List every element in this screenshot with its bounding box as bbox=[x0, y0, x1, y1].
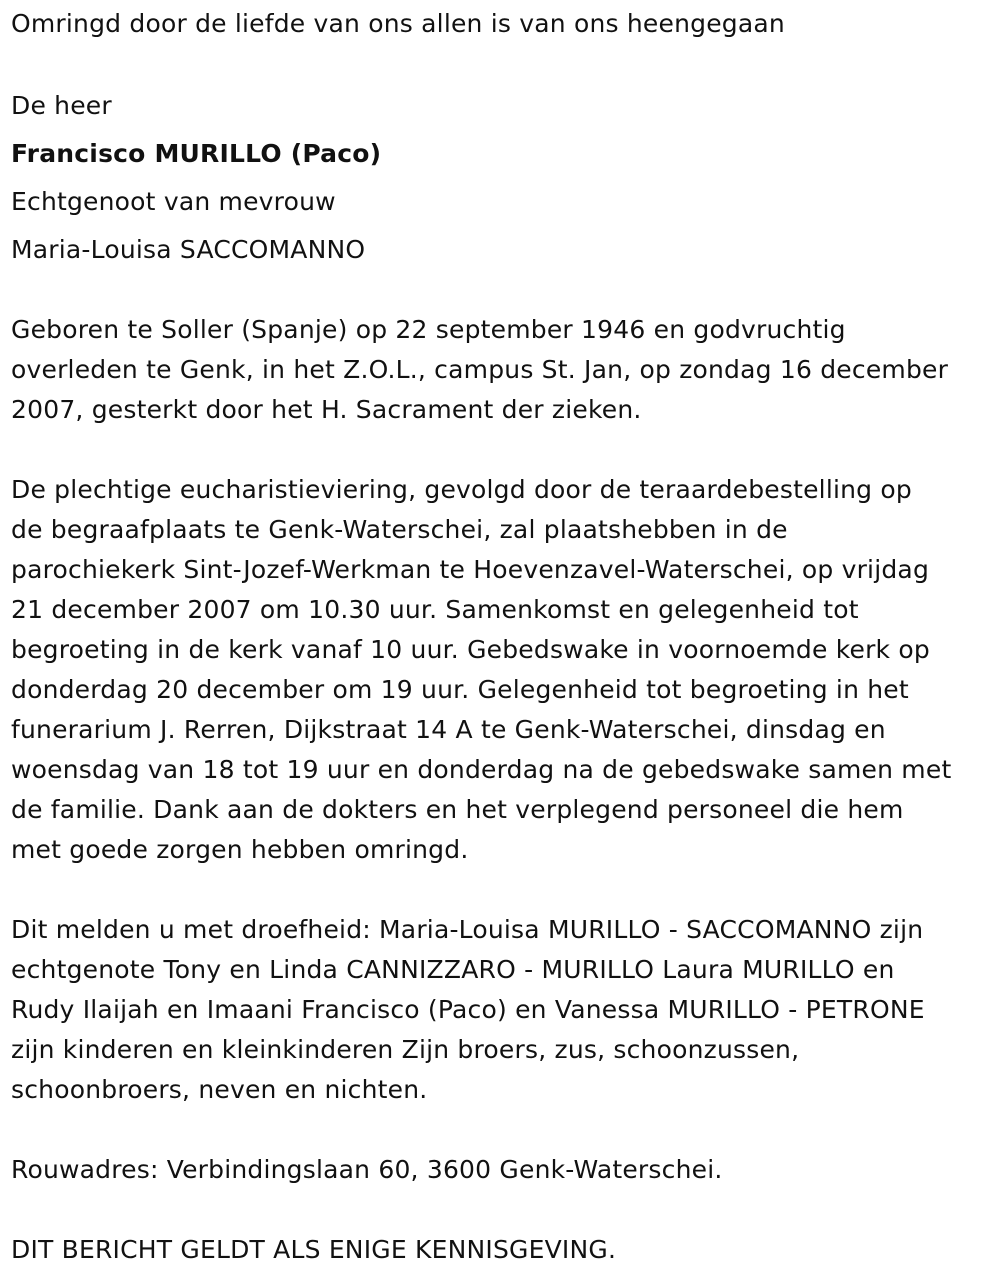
salutation: De heer bbox=[11, 91, 112, 120]
deceased-name: Francisco MURILLO (Paco) bbox=[11, 139, 382, 168]
paragraph-line: met goede zorgen hebben omringd. bbox=[11, 835, 469, 864]
paragraph-line: woensdag van 18 tot 19 uur en donderdag na de gebedswake samen met bbox=[11, 755, 952, 784]
paragraph-line: parochiekerk Sint-Jozef-Werkman te Hoevenzavel-Waterschei, op vrijdag bbox=[11, 555, 930, 584]
paragraph-line: funerarium J. Rerren, Dijkstraat 14 A te Genk-Waterschei, dinsdag en bbox=[11, 715, 886, 744]
paragraph-line: schoonbroers, neven en nichten. bbox=[11, 1075, 428, 1104]
intro-line: Omringd door de liefde van ons allen is van ons heengegaan bbox=[11, 9, 785, 38]
paragraph-line: donderdag 20 december om 19 uur. Gelegenheid tot begroeting in het bbox=[11, 675, 909, 704]
birth-death-paragraph bbox=[11, 310, 995, 430]
paragraph-line: zijn kinderen en kleinkinderen Zijn broers, zus, schoonzussen, bbox=[11, 1035, 800, 1064]
notice-line: DIT BERICHT GELDT ALS ENIGE KENNISGEVING. bbox=[11, 1235, 617, 1264]
paragraph-line: begroeting in de kerk vanaf 10 uur. Gebedswake in voornoemde kerk op bbox=[11, 635, 930, 664]
spouse-name: Maria-Louisa SACCOMANNO bbox=[11, 235, 366, 264]
paragraph-line: de familie. Dank aan de dokters en het verplegend personeel die hem bbox=[11, 795, 904, 824]
paragraph-line: Geboren te Soller (Spanje) op 22 september 1946 en godvruchtig bbox=[11, 315, 846, 344]
paragraph-line: Dit melden u met droefheid: Maria-Louisa MURILLO - SACCOMANNO zijn bbox=[11, 915, 924, 944]
ceremony-paragraph bbox=[11, 470, 995, 870]
paragraph-line: 2007, gesterkt door het H. Sacrament der zieken. bbox=[11, 395, 642, 424]
paragraph-line: de begraafplaats te Genk-Waterschei, zal plaatshebben in de bbox=[11, 515, 788, 544]
paragraph-line: echtgenote Tony en Linda CANNIZZARO - MURILLO Laura MURILLO en bbox=[11, 955, 895, 984]
paragraph-line: 21 december 2007 om 10.30 uur. Samenkomst en gelegenheid tot bbox=[11, 595, 859, 624]
spouse-label: Echtgenoot van mevrouw bbox=[11, 187, 336, 216]
paragraph-line: overleden te Genk, in het Z.O.L., campus St. Jan, op zondag 16 december bbox=[11, 355, 949, 384]
paragraph-line: Rudy Ilaijah en Imaani Francisco (Paco) en Vanessa MURILLO - PETRONE bbox=[11, 995, 925, 1024]
family-paragraph bbox=[11, 910, 995, 1110]
paragraph-line: De plechtige eucharistieviering, gevolgd door de teraardebestelling op bbox=[11, 475, 912, 504]
mourning-address: Rouwadres: Verbindingslaan 60, 3600 Genk-Waterschei. bbox=[11, 1155, 723, 1184]
